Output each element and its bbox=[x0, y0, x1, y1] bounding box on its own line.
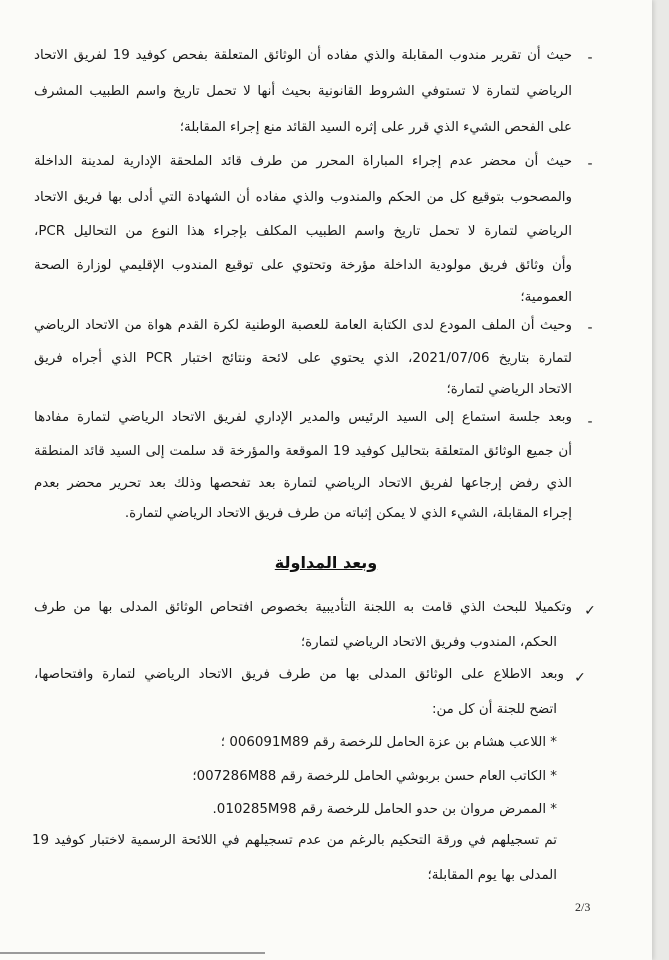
text-line: تم تسجيلهم في ورقة التحكيم بالرغم من عدم تسجيلهم في اللائحة الرسمية لاختبار كوفيد 19 bbox=[32, 833, 557, 848]
person-item: * الممرض مروان بن حدو الحامل للرخصة رقم 010285M98. bbox=[212, 802, 557, 817]
text-line: الاتحاد الرياضي لتمارة؛ bbox=[446, 382, 572, 397]
text-line: وحيث أن الملف المودع لدى الكتابة العامة للعصبة الوطنية لكرة القدم هواة من الاتحاد الرياضي bbox=[34, 318, 572, 333]
text-line: اتضح للجنة أن كل من: bbox=[431, 702, 557, 717]
text-line: الرياضي لتمارة لا تستوفي الشروط القانونية بحيث أنها لا تحمل تاريخ واسم الطبيب المشرف bbox=[34, 84, 572, 99]
text-line: على الفحص الشيء الذي قرر على إثره السيد القائد منع إجراء المقابلة؛ bbox=[179, 120, 572, 135]
bullet-dash: - bbox=[587, 50, 593, 66]
divider bbox=[0, 952, 265, 954]
person-item: * اللاعب هشام بن عزة الحامل للرخصة رقم 006091M89 ؛ bbox=[220, 735, 557, 750]
page-number: 2/3 bbox=[575, 900, 591, 914]
bullet-dash: - bbox=[587, 320, 593, 336]
text-line: أن جميع الوثائق المتعلقة بتحاليل كوفيد 19 الموقعة والمؤرخة قد سلمت إلى السيد قائد المنطقة bbox=[34, 444, 572, 459]
text-line: وبعد الاطلاع على الوثائق المدلى بها من طرف فريق الاتحاد الرياضي لتمارة وافتحاصها، bbox=[34, 667, 564, 682]
text-line: والمصحوب بتوقيع كل من الحكم والمندوب والذي مفاده أن الشهادة التي أدلى بها فريق الاتحاد bbox=[34, 190, 572, 205]
text-line: وبعد جلسة استماع إلى السيد الرئيس والمدير الإداري لفريق الاتحاد الرياضي لتمارة مفادها bbox=[34, 410, 572, 425]
text-line: الذي رفض إرجاعها لفريق الاتحاد الرياضي لتمارة بعد تفحصها وذلك بعد تحرير محضر بعدم bbox=[34, 476, 572, 491]
text-line: المدلى بها يوم المقابلة؛ bbox=[427, 868, 557, 883]
check-icon: ✓ bbox=[584, 603, 596, 619]
section-heading: وبعد المداولة bbox=[274, 553, 378, 572]
text-line: حيث أن تقرير مندوب المقابلة والذي مفاده أن الوثائق المتعلقة بفحص كوفيد 19 لفريق الاتحاد bbox=[34, 48, 573, 63]
check-icon: ✓ bbox=[574, 670, 586, 686]
text-line: الحكم، المندوب وفريق الاتحاد الرياضي لتمارة؛ bbox=[300, 635, 557, 650]
person-item: * الكاتب العام حسن بربوشي الحامل للرخصة رقم 007286M88؛ bbox=[192, 769, 557, 784]
text-line: العمومية؛ bbox=[520, 290, 572, 305]
text-line: وأن وثائق فريق مولودية الداخلة مؤرخة وتحتوي على توقيع المندوب الإقليمي لوزارة الصحة bbox=[34, 258, 572, 273]
bullet-dash: - bbox=[587, 414, 593, 430]
text-line: وتكميلا للبحث الذي قامت به اللجنة التأديبية بخصوص افتحاص الوثائق المدلى بها من طرف bbox=[34, 600, 572, 615]
text-line: إجراء المقابلة، الشيء الذي لا يمكن إثباته من طرف فريق الاتحاد الرياضي لتمارة. bbox=[124, 506, 572, 521]
text-line: الرياضي لتمارة لا تحمل تاريخ واسم الطبيب المكلف بإجراء هذا النوع من التحاليل PCR، bbox=[34, 224, 572, 239]
text-line: لتمارة بتاريخ 2021/07/06، الذي يحتوي على لائحة ونتائج اختبار PCR الذي أجراه فريق bbox=[34, 351, 572, 366]
bullet-dash: - bbox=[587, 156, 593, 172]
text-line: حيث أن محضر عدم إجراء المباراة المحرر من طرف قائد الملحقة الإدارية لمدينة الداخلة bbox=[34, 154, 572, 169]
